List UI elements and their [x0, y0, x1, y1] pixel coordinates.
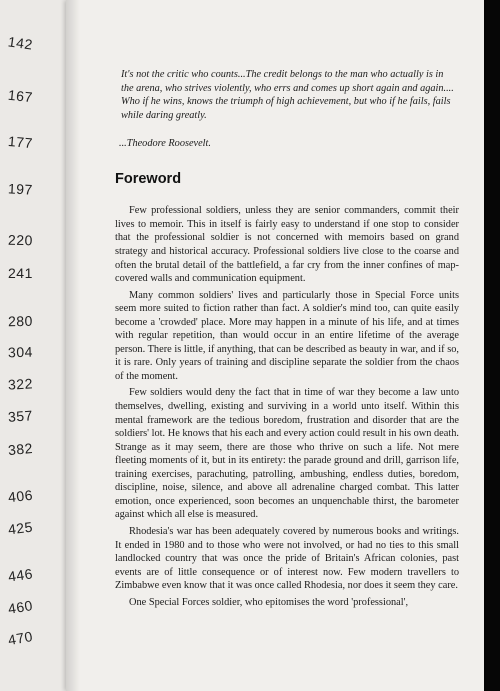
epigraph-quote: It's not the critic who counts...The credit belongs to the man who actually is in the arena, who strives violently, who errs and comes up short again and again.... Who if he wins, knows the triumph of high achievement, but who if he fails, fails while daring greatly. — [121, 69, 454, 121]
page-number: 382 — [7, 439, 34, 459]
epigraph-author: ...Theodore Roosevelt. — [119, 138, 211, 150]
paragraph: Many common soldiers' lives and particularly those in Special Force units seem more suited to fiction rather than fact. A soldier's mind too, can quite easily become a 'crowded' place. More may happen in a minute of his life, and at times with regular repetition, than would occur in an entire lifetime of the average person. There is little, if anything, that can be described as beauty in war, and if so, it is rare. Only years of training and discipline separate the soldier from the chaos of the moment. — [115, 289, 459, 382]
page-number: 167 — [7, 86, 34, 106]
paragraph: Few soldiers would deny the fact that in time of war they become a law unto themselves, dwelling, existing and surviving in a world unto itself. Within this mental framework are the tedious boredom, frustration and disorder that are the soldiers' lot. He knows that his each and every action could result in his own death. Strange as it may seem, there are those who thrive on such a life. Not mere fleeting moments of it, but in its entirety: the parade ground and drill, garrison life, training exercises, parachuting, patrolling, ambushing, endless duties, boredom, discipline, noise, silence, and above all adrenaline charged combat. This latter emotion, once experienced, soon becomes an unquenchable thirst, the barometer against which all else is measured. — [115, 387, 459, 521]
page-number: 406 — [7, 486, 34, 506]
paragraph: Rhodesia's war has been adequately covered by numerous books and writings. It ended in 1980 and to those who were not involved, or had no ties to this small landlocked country that was once the pride of Britain's African colonies, past events are of little consequence or of interest now. Few modern travellers to Zimbabwe even know that it was once called Rhodesia, nor does it seem they care. — [115, 525, 459, 592]
page-number: 197 — [7, 180, 34, 198]
book-page — [66, 0, 484, 691]
section-heading: Foreword — [115, 171, 182, 188]
page-number: 304 — [7, 343, 34, 361]
page-number: 425 — [7, 518, 34, 538]
page-number: 446 — [7, 565, 34, 585]
underlying-page — [0, 0, 70, 691]
foreword-body — [115, 204, 459, 609]
page-number: 357 — [7, 407, 34, 425]
page-number: 470 — [6, 627, 35, 649]
page-number: 280 — [7, 312, 33, 330]
page-number: 322 — [7, 375, 34, 393]
page-content — [115, 68, 459, 612]
paragraph: Few professional soldiers, unless they are senior commanders, commit their lives to memoir. This in itself is fairly easy to understand if one stop to consider that the professional soldier is not concerned with memoirs based on grand strategy and historical accuracy. Professional soldiers live close to the coarse and often the brutal detail of the battlefield, a far cry from the inner confines of map-covered walls and communication equipment. — [115, 205, 459, 285]
page-number: 177 — [7, 132, 34, 152]
page-fold-shadow — [66, 0, 80, 691]
page-number: 460 — [6, 597, 34, 617]
page-number: 142 — [7, 33, 34, 53]
page-number: 220 — [7, 231, 33, 249]
paragraph: One Special Forces soldier, who epitomises the word 'professional', — [129, 596, 409, 608]
page-number: 241 — [8, 265, 33, 281]
